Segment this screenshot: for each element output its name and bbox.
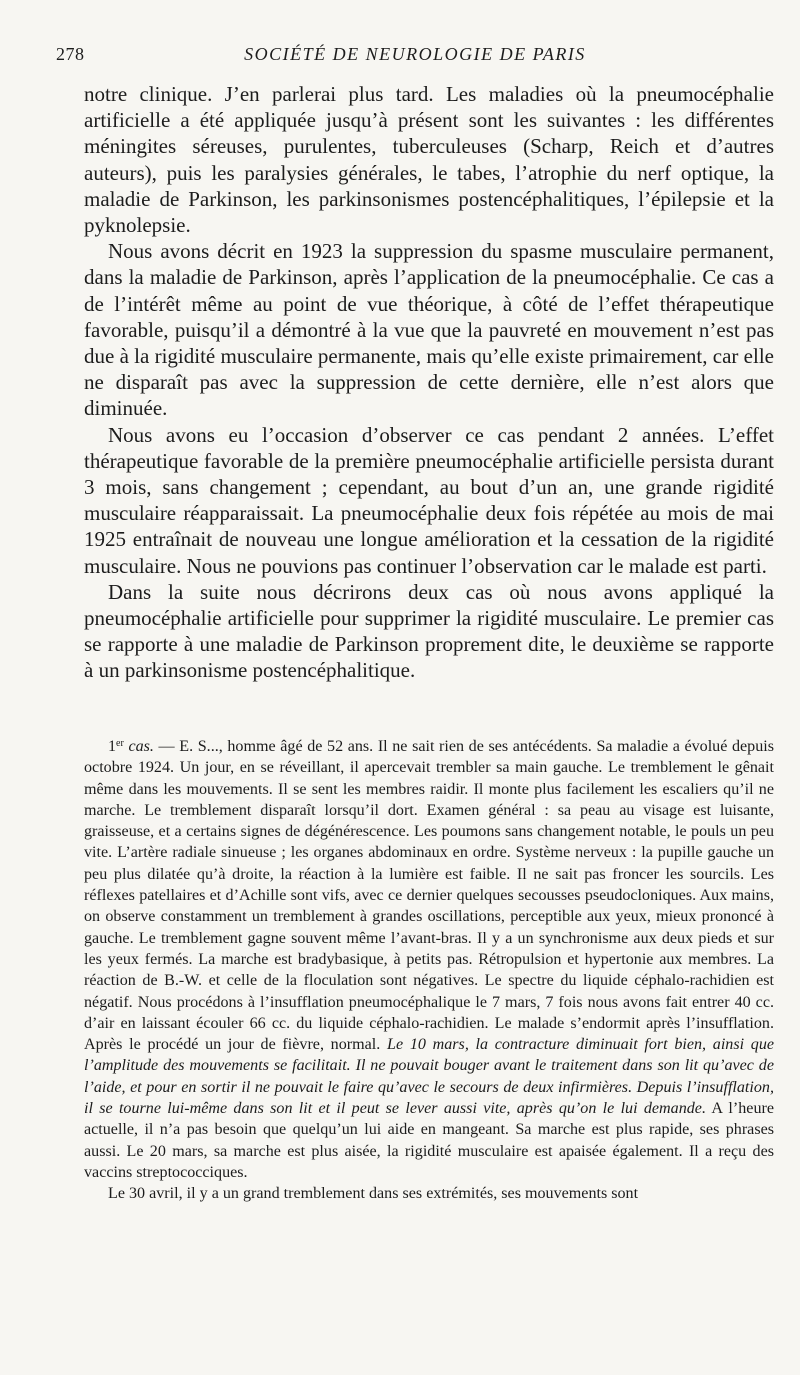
case-text-italic: Le 10 mars, la contracture diminuait fort bien, ainsi que l’amplitude des mouvements se facilitait. Il ne pouvait bouger avant le traitement dans son lit qu’avec de l’aide, et pour en sortir il ne pouvait le faire qu’avec le secours de deux infirmières. Depuis l’insufflation, il se tourne lui-même dans son lit et il peut se lever aussi vite, après qu’on le lui demande.	[84, 1036, 775, 1118]
case-label-superscript: er	[116, 738, 124, 749]
paragraph: notre clinique. J’en parlerai plus tard. Les maladies où la pneumocéphalie artificielle a été appliquée jusqu’à présent sont les suivantes : les différentes méningites séreuses, purulentes, tuberculeuses (Scharp, Reich et d’autres auteurs), puis les paralysies générales, le tabes, l’atrophie du nerf optique, la maladie de Parkinson, les parkinsonismes postencéphalitiques, l’épilepsie et la pyknolepsie.	[84, 82, 774, 238]
case-report	[84, 736, 774, 1205]
paragraph: Nous avons décrit en 1923 la suppression du spasme musculaire permanent, dans la maladie de Parkinson, après l’application de la pneumocéphalie. Ce cas a de l’intérêt même au point de vue théorique, à côté de l’effet thérapeutique favorable, puisqu’il a démontré à la vue que la pauvreté en mouvement n’est pas due à la rigidité musculaire permanente, mais qu’elle existe primairement, car elle ne disparaît pas avec la suppression de cette dernière, elle n’est alors que diminuée.	[84, 239, 774, 421]
page-number: 278	[56, 44, 85, 64]
case-text-part: A l’heure actuelle, il n’a pas besoin que quelqu’un lui aide en mangeant. Sa marche est plus rapide, ses phrases aussi. Le 20 mars, sa marche est plus aisée, la rigidité musculaire est apaisée également. Il a reçu des vaccins streptococciques.	[84, 1100, 774, 1181]
running-head: SOCIÉTÉ DE NEUROLOGIE DE PARIS	[244, 44, 586, 64]
case-label-number: 1	[108, 738, 117, 755]
paragraph: Dans la suite nous décrirons deux cas où nous avons appliqué la pneumocéphalie artificielle pour supprimer la rigidité musculaire. Le premier cas se rapporte à une maladie de Parkinson proprement dite, le deuxième se rapporte à un parkinsonisme postencéphalitique.	[84, 579, 774, 683]
case-label-word: cas.	[128, 738, 154, 755]
paragraph: Nous avons eu l’occasion d’observer ce cas pendant 2 années. L’effet thérapeutique favorable de la première pneumocéphalie artificielle persista durant 3 mois, sans changement ; cependant, au bout d’un an, une grande rigidité musculaire réapparaissait. La pneumocéphalie deux fois répétée au mois de mai 1925 entraînait de nouveau une longue amélioration et la cessation de la rigidité musculaire. Nous ne pouvions pas continuer l’observation car le malade est parti.	[84, 422, 774, 578]
case-paragraph	[84, 736, 774, 1183]
case-last-line: Le 30 avril, il y a un grand tremblement dans ses extrémités, ses mouvements sont	[108, 1185, 639, 1203]
page-header	[56, 44, 774, 72]
main-text	[84, 81, 774, 684]
case-text-part: — E. S..., homme âgé de 52 ans. Il ne sait rien de ses antécédents. Sa maladie a évolué depuis octobre 1924. Un jour, en se réveillant, il apercevait trembler sa main gauche. Le tremblement le gênait même dans les mouvements. Il se sent les membres raidir. Il monte plus facilement les escaliers qu’il ne marche. Le tremblement disparaît lorsqu’il dort. Examen général : sa peau au visage est luisante, graisseuse, et a certains signes de dégénérescence. Les poumons sans changement notable, le pouls un peu vite. L’artère radiale sinueuse ; les organes abdominaux en ordre. Système nerveux : la pupille gauche un peu plus dilatée qu’à droite, la réaction à la lumière est faible. Il ne sait pas froncer les sourcils. Les réflexes patellaires et d’Achille sont vifs, avec ce dernier quelques secousses pseudocloniques. Aux mains, on observe constamment un tremblement à grandes oscillations, perceptible aux yeux, mieux prononcé à gauche. Le tremblement gagne souvent même l’avant-bras. Il y a un synchronisme aux deux pieds et sur les yeux fermés. La marche est bradybasique, à petits pas. Rétropulsion et hypertonie aux membres. La réaction de B.-W. et celle de la floculation sont négatives. Le spectre du liquide céphalo-rachidien est négatif. Nous procédons à l’insufflation pneumocéphalique le 7 mars, 7 fois nous avons fait entrer 40 cc. d’air en laissant écouler 66 cc. du liquide céphalo-rachidien. Le malade s’endormit après l’insufflation. Après le procédé un jour de fièvre, normal.	[84, 738, 774, 1054]
